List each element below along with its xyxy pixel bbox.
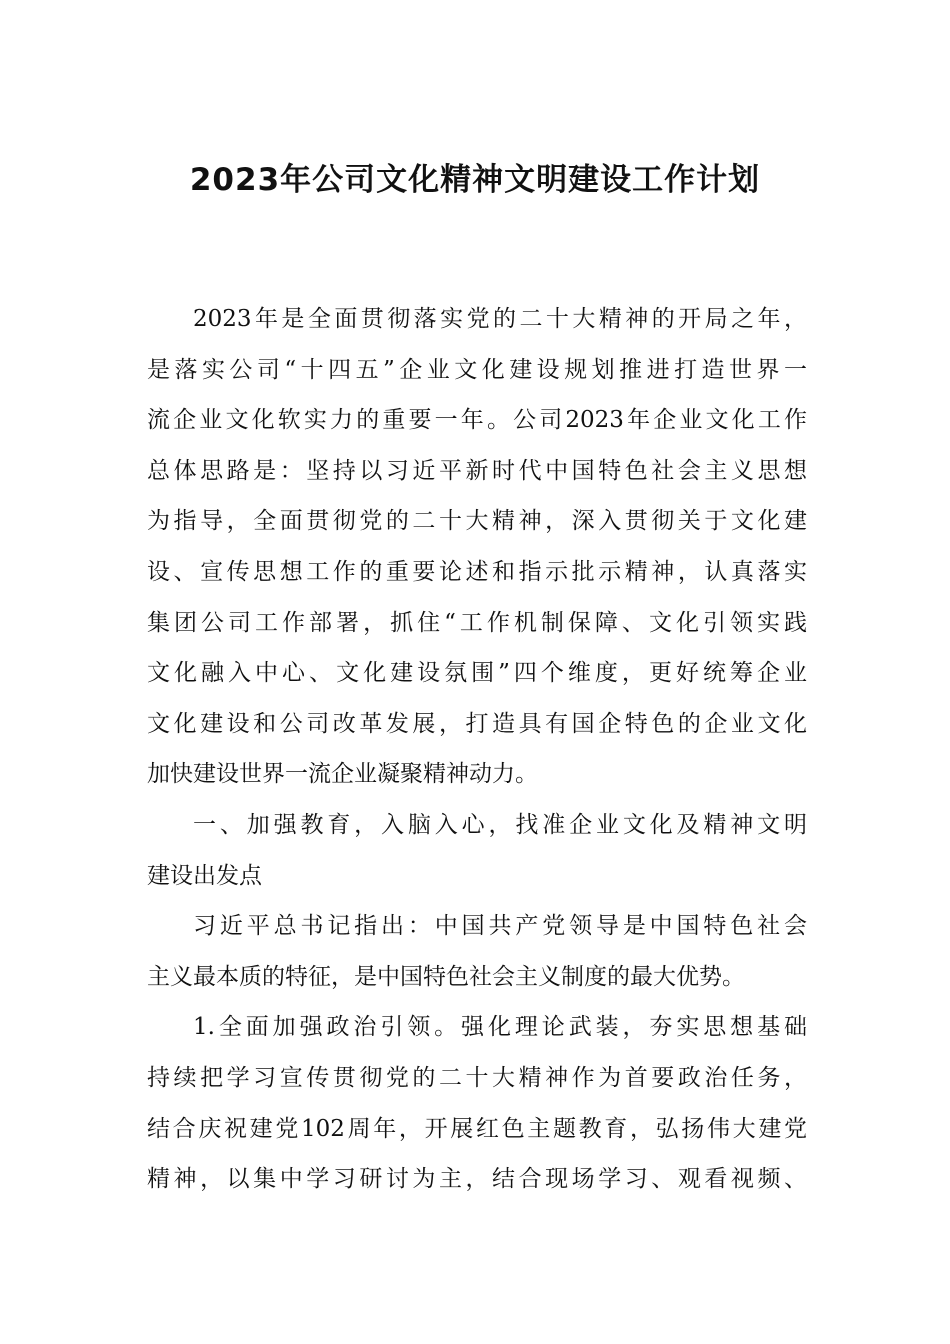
body-text-line: 2023年是全面贯彻落实党的二十大精神的开局之年， (193, 306, 807, 332)
body-text-line: 流企业文化软实力的重要一年。公司2023年企业文化工作 (147, 407, 807, 434)
body-text-line: 主义最本质的特征，是中国特色社会主义制度的最大优势。 (147, 963, 745, 990)
body-text-line: 加快建设世界一流企业凝聚精神动力。 (147, 761, 538, 788)
body-text-line: 结合庆祝建党102周年，开展红色主题教育，弘扬伟大建党 (147, 1115, 807, 1142)
body-text-line: 习近平总书记指出：中国共产党领导是中国特色社会 (193, 913, 807, 940)
body-text-line: 一、加强教育，入脑入心，找准企业文化及精神文明 (193, 811, 807, 838)
body-text-line: 是落实公司“十四五”企业文化建设规划推进打造世界一 (147, 356, 807, 383)
document-body (147, 294, 807, 1205)
body-text-line: 1.全面加强政治引领。强化理论武装，夯实思想基础 (193, 1014, 807, 1041)
document-title: 2023年公司文化精神文明建设工作计划 (189, 162, 761, 198)
body-text-line: 建设出发点 (147, 862, 262, 889)
body-text-line: 总体思路是：坚持以习近平新时代中国特色社会主义思想 (147, 457, 807, 484)
body-text-line: 文化融入中心、文化建设氛围”四个维度，更好统筹企业 (147, 660, 807, 687)
body-text-line: 为指导，全面贯彻党的二十大精神，深入贯彻关于文化建 (147, 508, 807, 535)
body-text-line: 精神，以集中学习研讨为主，结合现场学习、观看视频、 (147, 1166, 807, 1193)
body-text-line: 持续把学习宣传贯彻党的二十大精神作为首要政治任务， (147, 1064, 807, 1091)
body-text-line: 集团公司工作部署，抓住“工作机制保障、文化引领实践 (147, 609, 807, 636)
body-text-line: 文化建设和公司改革发展，打造具有国企特色的企业文化 (147, 710, 807, 737)
body-text-line: 设、宣传思想工作的重要论述和指示批示精神，认真落实 (147, 558, 807, 585)
